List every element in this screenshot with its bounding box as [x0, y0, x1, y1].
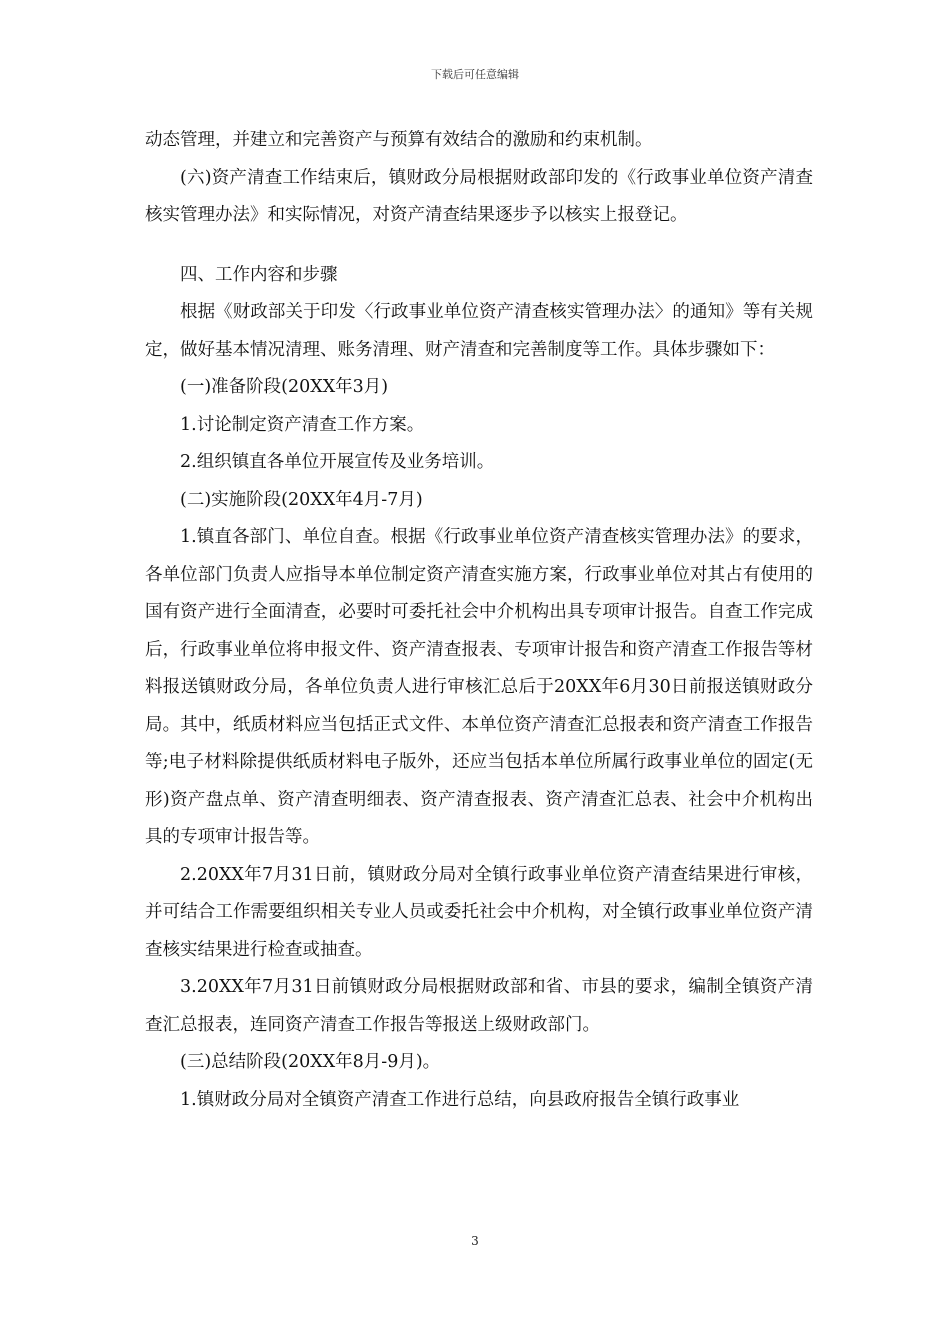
section-gap [145, 235, 813, 257]
list-item-implement-3: 3.20XX年7月31日前镇财政分局根据财政部和省、市县的要求，编制全镇资产清查汇总报表，连同资产清查工作报告等报送上级财政部门。 [145, 977, 813, 1035]
paragraph-continuation: 动态管理，并建立和完善资产与预算有效结合的激励和约束机制。 [145, 130, 653, 150]
stage-heading-prep: (一)准备阶段(20XX年3月) [180, 377, 389, 397]
stage-heading-summary: (三)总结阶段(20XX年8月-9月)。 [180, 1052, 441, 1072]
stage-heading-implement: (二)实施阶段(20XX年4月-7月) [180, 489, 423, 510]
list-item-implement-1: 1.镇直各部门、单位自查。根据《行政事业单位资产清查核实管理办法》的要求，各单位部门负责人应指导本单位制定资产清查实施方案，行政事业单位对其占有使用的国有资产进行全面清查，必要时可委托社会中介机构出具专项审计报告。自查工作完成后，行政事业单位将申报文件、资产清查报表、专项审计报告和资产清查工作报告等材料报送镇财政分局，各单位负责人进行审核汇总后于20XX年6月30日前报送镇财政分局。其中，纸质材料应当包括正式文件、本单位资产清查汇总报表和资产清查工作报告等;电子材料除提供纸质材料电子版外，还应当包括本单位所属行政事业单位的固定(无形)资产盘点单、资产清查明细表、资产清查报表、资产清查汇总表、社会中介机构出具的专项审计报告等。 [145, 527, 813, 847]
paragraph-item-six: (六)资产清查工作结束后，镇财政分局根据财政部印发的《行政事业单位资产清查核实管理办法》和实际情况，对资产清查结果逐步予以核实上报登记。 [145, 167, 813, 225]
section-heading-four: 四、工作内容和步骤 [180, 264, 338, 285]
document-body [145, 122, 813, 1119]
page-number: 3 [471, 1234, 479, 1248]
page-header: 下载后可任意编辑 [431, 68, 519, 81]
list-item-implement-2: 2.20XX年7月31日前，镇财政分局对全镇行政事业单位资产清查结果进行审核，并可结合工作需要组织相关专业人员或委托社会中介机构，对全镇行政事业单位资产清查核实结果进行检查或抽查。 [145, 864, 813, 960]
list-item-prep-1: 1.讨论制定资产清查工作方案。 [180, 414, 425, 435]
list-item-prep-2: 2.组织镇直各单位开展宣传及业务培训。 [180, 452, 495, 472]
list-item-summary-1: 1.镇财政分局对全镇资产清查工作进行总结，向县政府报告全镇行政事业 [180, 1089, 740, 1110]
paragraph-intro: 根据《财政部关于印发〈行政事业单位资产清查核实管理办法〉的通知》等有关规定，做好基本情况清理、账务清理、财产清查和完善制度等工作。具体步骤如下： [145, 302, 813, 360]
